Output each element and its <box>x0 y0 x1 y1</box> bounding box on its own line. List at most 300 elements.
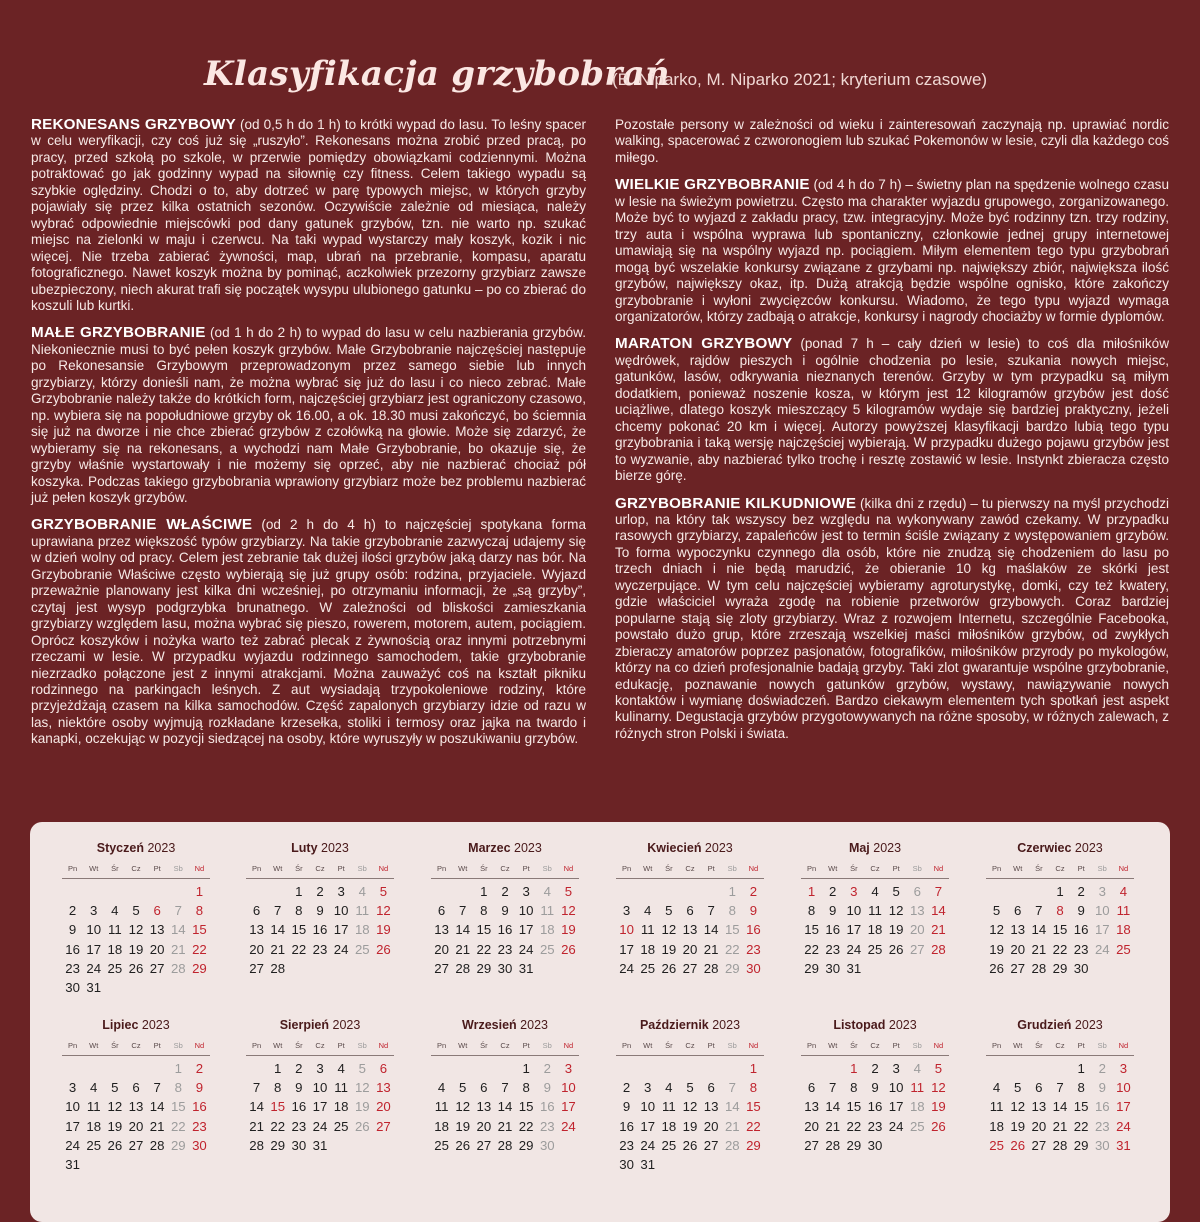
calendar-day: 8 <box>274 1080 282 1096</box>
calendar-day: 17 <box>312 1099 328 1115</box>
calendar-day: 17 <box>619 941 634 957</box>
month-year: 2023 <box>329 1018 361 1032</box>
calendar-day: 6 <box>480 1080 488 1096</box>
calendar-day: 6 <box>1035 1080 1043 1096</box>
calendar-day: 12 <box>107 1099 123 1115</box>
month-year: 2023 <box>708 1018 741 1032</box>
month-name: Sierpień <box>279 1018 330 1032</box>
weekday-label: Sb <box>1097 1041 1107 1050</box>
weekday-label: Cz <box>500 1041 510 1050</box>
month-name: Grudzień <box>1017 1018 1072 1032</box>
calendar-day: 27 <box>909 941 925 957</box>
weekday-label: Śr <box>111 864 119 873</box>
month-name: Styczeń <box>96 841 144 855</box>
day-grid <box>431 882 579 978</box>
calendar-day: 20 <box>804 1118 819 1134</box>
calendar-day: 24 <box>1116 1118 1131 1134</box>
month-name: Luty <box>291 841 318 855</box>
calendar-day: 14 <box>497 1099 513 1115</box>
weekday-label: Nd <box>563 864 574 873</box>
calendar-day: 13 <box>434 922 449 938</box>
calendar-day: 17 <box>561 1099 576 1115</box>
month-name: Październik <box>639 1018 709 1032</box>
text-column-right <box>615 117 1169 753</box>
calendar-day: 16 <box>1073 922 1089 938</box>
calendar-day: 14 <box>249 1099 264 1115</box>
calendar-day: 2 <box>543 1061 551 1076</box>
calendar-day: 25 <box>354 941 370 957</box>
calendar-day: 30 <box>1094 1137 1110 1153</box>
calendar-day: 2 <box>68 903 77 919</box>
calendar-day: 30 <box>192 1137 207 1153</box>
calendar-day: 22 <box>476 941 492 957</box>
calendar-day: 26 <box>561 941 576 957</box>
calendar-day: 31 <box>312 1137 328 1153</box>
calendar-day: 22 <box>518 1118 534 1134</box>
page-subtitle: (B. Niparko, M. Niparko 2021; kryterium czasowe) <box>612 70 988 89</box>
empty-cell <box>62 882 83 901</box>
calendar-day: 12 <box>1010 1099 1026 1115</box>
month-name: Marzec <box>468 841 511 855</box>
calendar-day: 31 <box>1116 1137 1131 1153</box>
calendar-day: 16 <box>539 1099 555 1115</box>
calendar-day: 16 <box>497 922 513 938</box>
weekday-label: Wt <box>1013 864 1023 873</box>
empty-cell <box>722 1059 743 1078</box>
calendar-day: 23 <box>312 941 328 957</box>
calendar-day: 7 <box>459 903 467 919</box>
calendar-day: 29 <box>804 960 819 976</box>
weekday-label: Pt <box>892 864 900 873</box>
calendar-day: 11 <box>86 1099 101 1115</box>
weekday-label: Pt <box>1077 864 1085 873</box>
calendar-day: 15 <box>746 1099 761 1115</box>
calendar-day: 14 <box>149 1099 165 1115</box>
calendar-day: 1 <box>807 884 816 899</box>
calendar-day: 28 <box>249 1137 264 1153</box>
calendar-day: 1 <box>195 884 204 899</box>
calendar-day: 25 <box>867 941 883 957</box>
calendar-day: 17 <box>888 1099 904 1115</box>
month-name: Kwiecień <box>647 841 702 855</box>
calendar-day: 23 <box>539 1118 555 1134</box>
calendar-day: 5 <box>992 903 1001 919</box>
month-year: 2023 <box>510 841 542 855</box>
empty-cell <box>1007 1059 1028 1078</box>
day-grid <box>62 1059 210 1174</box>
calendar-day: 26 <box>354 1118 370 1134</box>
calendar-day: 3 <box>522 884 530 899</box>
calendar-day: 29 <box>518 1137 534 1153</box>
header-divider <box>246 878 394 879</box>
calendar-day: 27 <box>1031 1137 1047 1153</box>
weekday-label: Wt <box>828 1041 838 1050</box>
month-year: 2023 <box>1071 841 1103 855</box>
calendar-day: 15 <box>1073 1099 1089 1115</box>
calendar-day: 23 <box>825 941 841 957</box>
weekday-label: Pn <box>251 864 262 873</box>
calendar-day: 7 <box>501 1080 509 1096</box>
weekday-label: Sb <box>727 1041 737 1050</box>
weekday-label: Pt <box>892 1041 900 1050</box>
calendar-day: 2 <box>195 1061 204 1076</box>
calendar-day: 23 <box>746 941 761 957</box>
calendar-day: 8 <box>728 903 736 919</box>
weekday-label: Nd <box>194 864 205 873</box>
weekday-label: Śr <box>1035 864 1043 873</box>
calendar-day: 10 <box>846 903 862 919</box>
calendar-day: 17 <box>65 1118 80 1134</box>
section-text: (kilka dni z rzędu) – tu pierwszy na myśl przychodzi urlop, na który tak wszyscy bez względu na wykonywany zawód czekamy. W przypadku rasowych grzybiarzy, zapaleńców jest to termin ściśle związany z występowaniem grzybów. To forma wypoczynku czynnego dla osób, które nie znudzą się chodzeniem do lasu po trzech dniach i nie będą marudzić, że obieranie 10 kg maślaków ze skórki jest wyczerpujące. W tym celu najczęściej wybieramy agroturystykę, domki, czy też kwatery, gdzie właściciel wyraża zgodę na robienie przetworów grzybowych. Coraz bardziej popularne stają się zloty grzybiarzy. Wraz z rozwojem Internetu, szczególnie Facebooka, powstało dużo grup, które zrzeszają wszelkiej maści miłośników grzybów, od zwykłych zbieraczy amatorów poprzez pasjonatów, fotografików, miłośników przyrody po mykologów, którzy na co dzień profesjonalnie badają grzyby. Taki zlot gwarantuje wspólne grzybobranie, edukację, poznawanie nowych gatunków grzybów, wystawy, nawiązywanie nowych kontaktów i wymianę doświadczeń. Bardzo ciekawym elementem tych spotkań jest aspekt kulinarny. Degustacja grzybów przygotowywanych na różne sposoby, w różnych zalewach, z różnych stron Polski i świata. <box>615 495 1170 741</box>
calendar-day: 25 <box>661 1137 677 1153</box>
header-divider <box>62 1055 210 1056</box>
calendar-day: 10 <box>888 1080 904 1096</box>
empty-cell <box>494 1059 515 1078</box>
month-block <box>62 840 210 997</box>
calendar-day: 5 <box>1014 1080 1022 1096</box>
calendar-day: 29 <box>724 960 740 976</box>
month-title <box>616 840 764 856</box>
weekday-header <box>801 864 949 876</box>
calendar-day: 27 <box>703 1137 719 1153</box>
calendar-day: 11 <box>910 1080 925 1096</box>
calendar-day: 20 <box>376 1099 391 1115</box>
calendar-day: 5 <box>132 903 140 919</box>
calendar-day: 13 <box>1031 1099 1047 1115</box>
calendar-day: 18 <box>434 1118 449 1134</box>
calendar-day: 18 <box>661 1118 677 1134</box>
calendar-day: 16 <box>746 922 761 938</box>
weekday-label: Cz <box>870 1041 880 1050</box>
calendar-day: 23 <box>291 1118 307 1134</box>
calendar-day: 3 <box>564 1061 573 1076</box>
calendar-day: 19 <box>989 941 1004 957</box>
calendar-day: 12 <box>354 1080 370 1096</box>
calendar-day: 14 <box>724 1099 740 1115</box>
calendar-day: 16 <box>1094 1099 1110 1115</box>
calendar-day: 24 <box>846 941 862 957</box>
weekday-label: Cz <box>131 864 141 873</box>
calendar-day: 28 <box>1052 1137 1068 1153</box>
empty-cell <box>104 882 125 901</box>
calendar-day: 8 <box>1077 1080 1085 1096</box>
empty-cell <box>1028 1059 1049 1078</box>
empty-cell <box>801 1059 822 1078</box>
calendar-day: 3 <box>892 1061 900 1076</box>
calendar-day: 21 <box>249 1118 264 1134</box>
calendar-day: 4 <box>665 1080 673 1096</box>
calendar-day: 5 <box>358 1061 366 1076</box>
calendar-day: 31 <box>86 979 102 995</box>
month-year: 2023 <box>1071 1018 1103 1032</box>
calendar-day: 13 <box>804 1099 819 1115</box>
calendar-day: 23 <box>192 1118 207 1134</box>
calendar-day: 29 <box>270 1137 286 1153</box>
weekday-label: Nd <box>748 1041 759 1050</box>
header-divider <box>431 878 579 879</box>
weekday-label: Sb <box>1097 864 1107 873</box>
weekday-label: Śr <box>665 1041 673 1050</box>
calendar-day: 9 <box>622 1099 631 1115</box>
calendar-day: 25 <box>333 1118 349 1134</box>
calendar-day: 1 <box>749 1061 758 1076</box>
calendar-day: 23 <box>65 960 80 976</box>
calendar-day: 23 <box>1073 941 1089 957</box>
calendar-day: 20 <box>149 941 165 957</box>
calendar-day: 22 <box>192 941 207 957</box>
weekday-label: Cz <box>500 864 510 873</box>
calendar-day: 11 <box>868 903 882 919</box>
calendar-day: 5 <box>686 1080 694 1096</box>
calendar-day: 13 <box>376 1080 391 1096</box>
month-title <box>431 1017 579 1033</box>
empty-cell <box>658 882 679 901</box>
day-grid <box>62 882 210 997</box>
calendar-day: 13 <box>149 922 165 938</box>
empty-cell <box>679 882 700 901</box>
calendar-day: 21 <box>497 1118 513 1134</box>
calendar-day: 29 <box>170 1137 186 1153</box>
calendar-day: 27 <box>476 1137 492 1153</box>
empty-cell <box>125 1059 146 1078</box>
calendar-day: 5 <box>934 1061 943 1076</box>
calendar-day: 25 <box>989 1137 1004 1153</box>
calendar-day: 25 <box>1116 941 1131 957</box>
empty-cell <box>637 1059 658 1078</box>
weekday-label: Wt <box>89 864 99 873</box>
weekday-label: Pt <box>1077 1041 1085 1050</box>
weekday-label: Wt <box>643 864 653 873</box>
calendar-day: 27 <box>434 960 449 976</box>
calendar-day: 24 <box>518 941 534 957</box>
calendar-day: 8 <box>522 1080 530 1096</box>
calendar-day: 13 <box>1010 922 1026 938</box>
empty-cell <box>1007 882 1028 901</box>
calendar-day: 6 <box>1014 903 1022 919</box>
month-name: Czerwiec <box>1017 841 1072 855</box>
calendar-day: 7 <box>153 1080 161 1096</box>
weekday-label: Pn <box>67 864 78 873</box>
calendar-day: 27 <box>128 1137 144 1153</box>
header-divider <box>616 1055 764 1056</box>
calendar-day: 11 <box>989 1099 1004 1115</box>
calendar-panel <box>30 822 1170 1222</box>
calendar-day: 30 <box>1073 960 1089 976</box>
calendar-day: 14 <box>931 903 946 919</box>
calendar-day: 3 <box>644 1080 652 1096</box>
empty-cell <box>473 1059 494 1078</box>
calendar-day: 31 <box>518 960 534 976</box>
calendar-day: 22 <box>170 1118 186 1134</box>
calendar-day: 22 <box>270 1118 286 1134</box>
calendar-day: 16 <box>825 922 841 938</box>
empty-cell <box>104 1059 125 1078</box>
weekday-label: Cz <box>131 1041 141 1050</box>
calendar-day: 31 <box>640 1156 656 1172</box>
calendar-day: 20 <box>1031 1118 1047 1134</box>
day-grid <box>801 882 949 978</box>
month-block <box>616 840 764 978</box>
calendar-day: 27 <box>1010 960 1026 976</box>
calendar-day: 22 <box>291 941 307 957</box>
weekday-label: Śr <box>480 864 488 873</box>
calendar-day: 7 <box>1056 1080 1064 1096</box>
weekday-label: Pn <box>621 864 632 873</box>
section-heading: GRZYBOBRANIE KILKUDNIOWE <box>615 494 857 512</box>
calendar-day: 21 <box>703 941 719 957</box>
weekday-label: Śr <box>1035 1041 1043 1050</box>
calendar-day: 10 <box>1094 903 1110 919</box>
calendar-day: 30 <box>619 1156 634 1172</box>
calendar-day: 10 <box>518 903 534 919</box>
weekday-label: Nd <box>933 1041 944 1050</box>
calendar-day: 2 <box>1077 884 1085 899</box>
month-block <box>246 840 394 978</box>
calendar-day: 28 <box>455 960 471 976</box>
calendar-day: 21 <box>931 922 946 938</box>
calendar-day: 19 <box>107 1118 123 1134</box>
calendar-day: 14 <box>1052 1099 1068 1115</box>
calendar-day: 31 <box>65 1156 80 1172</box>
calendar-day: 21 <box>1031 941 1047 957</box>
section-text: (od 2 h do 4 h) to najczęściej spotykana forma uprawiana przez większość typów grzybiarzy. Na takie grzybobranie zazwyczaj udajemy się w dzień wolny od pracy. Celem jest zebranie tak dużej ilości grzybów jaką darzy nas bór. Na Grzybobranie Właściwe często wybierają się już grupy osób: rodzina, przyjaciele. Wyjazd przeważnie planowany jest kilka dni wcześniej, po otrzymaniu informacji, że „są grzyby”, czytaj jest wysyp podgrzybka brunatnego. W zależności od bliskości zamieszkania grzybiarzy względem lasu, można wybrać się pieszo, rowerem, motorem, autem, pociągiem. Oprócz koszyków i nożyka warto też zabrać plecak z żywnością oraz innymi potrzebnymi rzeczami w lesie. W przypadku wyjazdu rodzinnego samochodem, takie grzybobranie niezrzadko połączone jest z innymi atrakcjami. Można zauważyć coś na kształt pikniku rodzinnego na parkingach leśnych. Z aut wysiadają trzypokoleniowe rodziny, które przyjeżdżają czasem na kilka samochodów. Część zapalonych grzybiarzy idzie od razu w las, niektóre osoby wyjmują rozkładane krzesełka, stoliki i termosy oraz jajka na twardo i kanapki, oczekując w pozycji siedzącej na osoby, które wyruszyły w poszukiwaniu grzybów. <box>31 517 586 747</box>
month-year: 2023 <box>701 841 733 855</box>
calendar-day: 23 <box>867 1118 883 1134</box>
weekday-label: Pt <box>153 864 161 873</box>
month-year: 2023 <box>516 1018 548 1032</box>
weekday-label: Sb <box>912 1041 922 1050</box>
month-title <box>616 1017 764 1033</box>
calendar-day: 2 <box>316 884 324 899</box>
weekday-label: Pn <box>436 1041 447 1050</box>
weekday-label: Cz <box>315 1041 325 1050</box>
calendar-day: 12 <box>661 922 677 938</box>
section-heading: MAŁE GRZYBOBRANIE <box>31 324 206 342</box>
calendar-day: 25 <box>539 941 555 957</box>
calendar-day: 15 <box>270 1099 286 1115</box>
header-divider <box>986 1055 1134 1056</box>
calendar-day: 8 <box>195 903 204 919</box>
calendar-day: 27 <box>149 960 165 976</box>
month-title <box>431 840 579 856</box>
calendar-day: 18 <box>1116 922 1131 938</box>
empty-cell <box>658 1059 679 1078</box>
calendar-day: 23 <box>1094 1118 1110 1134</box>
weekday-label: Pt <box>707 864 715 873</box>
empty-cell <box>431 1059 452 1078</box>
calendar-day: 15 <box>192 922 207 938</box>
weekday-label: Nd <box>933 864 944 873</box>
weekday-label: Wt <box>273 864 283 873</box>
calendar-day: 7 <box>829 1080 837 1096</box>
weekday-label: Cz <box>315 864 325 873</box>
weekday-label: Cz <box>1055 1041 1065 1050</box>
calendar-day: 19 <box>354 1099 370 1115</box>
calendar-day: 22 <box>746 1118 761 1134</box>
calendar-day: 12 <box>128 922 144 938</box>
header-divider <box>246 1055 394 1056</box>
calendar-day: 14 <box>455 922 471 938</box>
weekday-label: Śr <box>850 864 858 873</box>
section-heading: GRZYBOBRANIE WŁAŚCIWE <box>31 516 253 534</box>
calendar-day: 24 <box>333 941 349 957</box>
calendar-day: 9 <box>1077 903 1085 919</box>
weekday-label: Nd <box>1118 864 1129 873</box>
calendar-day: 6 <box>379 1061 388 1076</box>
section-heading: WIELKIE GRZYBOBRANIE <box>615 176 810 194</box>
calendar-day: 20 <box>434 941 449 957</box>
weekday-label: Pn <box>991 1041 1002 1050</box>
title-row <box>0 52 1200 102</box>
calendar-day: 24 <box>1094 941 1110 957</box>
calendar-day: 26 <box>931 1118 946 1134</box>
empty-cell <box>616 1059 637 1078</box>
calendar-day: 4 <box>1119 884 1128 899</box>
calendar-day: 4 <box>644 903 652 919</box>
calendar-day: 7 <box>707 903 715 919</box>
weekday-label: Nd <box>1118 1041 1129 1050</box>
weekday-label: Pt <box>337 864 345 873</box>
section-paragraph <box>615 177 1169 325</box>
calendar-day: 30 <box>825 960 841 976</box>
calendar-day: 18 <box>640 941 656 957</box>
calendar-day: 17 <box>86 941 102 957</box>
calendar-day: 21 <box>270 941 286 957</box>
calendar-day: 8 <box>807 903 816 919</box>
calendar-day: 25 <box>107 960 123 976</box>
calendar-day: 26 <box>1010 1137 1026 1153</box>
section-paragraph <box>31 325 586 506</box>
calendar-day: 4 <box>871 884 879 899</box>
month-title <box>62 1017 210 1033</box>
section-text: (ponad 7 h – cały dzień w lesie) to coś dla miłośników wędrówek, rajdów pieszych i ogólnie chodzenia po lesie, szukania nowych miejsc, gatunków, lasów, odkrywania nieznanych terenów. Grzyby w tym przypadku są miłym dodatkiem, ponieważ noszenie kosza, w którym jest 12 kilogramów grzybów jest dość uciążliwe, dlatego koszyk mieszczący 5 kilogramów wydaje się bardziej praktyczny, jeżeli chcemy pokonać 20 km i więcej. Autorzy powyższej klasyfikacji bardzo lubią tego typu grzybobrania i taką wersję najczęściej wybierają. W przypadku dużego pojawu grzybów jest to wyzwanie, aby nazbierać tylko trochę i resztę zostawić w lesie. Instynkt zbieracza często bierze górę. <box>615 336 1169 484</box>
calendar-day: 15 <box>476 922 492 938</box>
weekday-label: Pn <box>67 1041 78 1050</box>
calendar-day: 13 <box>476 1099 492 1115</box>
calendar-day: 18 <box>539 922 555 938</box>
section-paragraph <box>615 496 1169 743</box>
calendar-day: 15 <box>846 1099 862 1115</box>
calendar-day: 11 <box>355 903 370 919</box>
calendar-day: 7 <box>728 1080 736 1096</box>
calendar-day: 22 <box>1073 1118 1089 1134</box>
day-grid <box>431 1059 579 1155</box>
calendar-day: 16 <box>65 941 80 957</box>
calendar-day: 4 <box>913 1061 921 1076</box>
weekday-label: Cz <box>685 1041 695 1050</box>
weekday-label: Sb <box>912 864 922 873</box>
calendar-day: 28 <box>149 1137 165 1153</box>
weekday-header <box>431 864 579 876</box>
calendar-day: 14 <box>825 1099 841 1115</box>
calendar-day: 2 <box>501 884 509 899</box>
calendar-day: 19 <box>661 941 677 957</box>
calendar-day: 21 <box>825 1118 841 1134</box>
weekday-label: Sb <box>542 1041 552 1050</box>
weekday-header <box>62 1041 210 1053</box>
calendar-day: 18 <box>107 941 123 957</box>
calendar-day: 22 <box>1052 941 1068 957</box>
calendar-day: 7 <box>934 884 943 899</box>
calendar-day: 1 <box>850 1061 858 1076</box>
calendar-day: 3 <box>1098 884 1106 899</box>
weekday-label: Sb <box>357 1041 367 1050</box>
calendar-day: 25 <box>909 1118 925 1134</box>
calendar-day: 7 <box>1035 903 1043 919</box>
day-grid <box>246 1059 394 1155</box>
calendar-day: 29 <box>1073 1137 1089 1153</box>
month-year: 2023 <box>885 1018 917 1032</box>
